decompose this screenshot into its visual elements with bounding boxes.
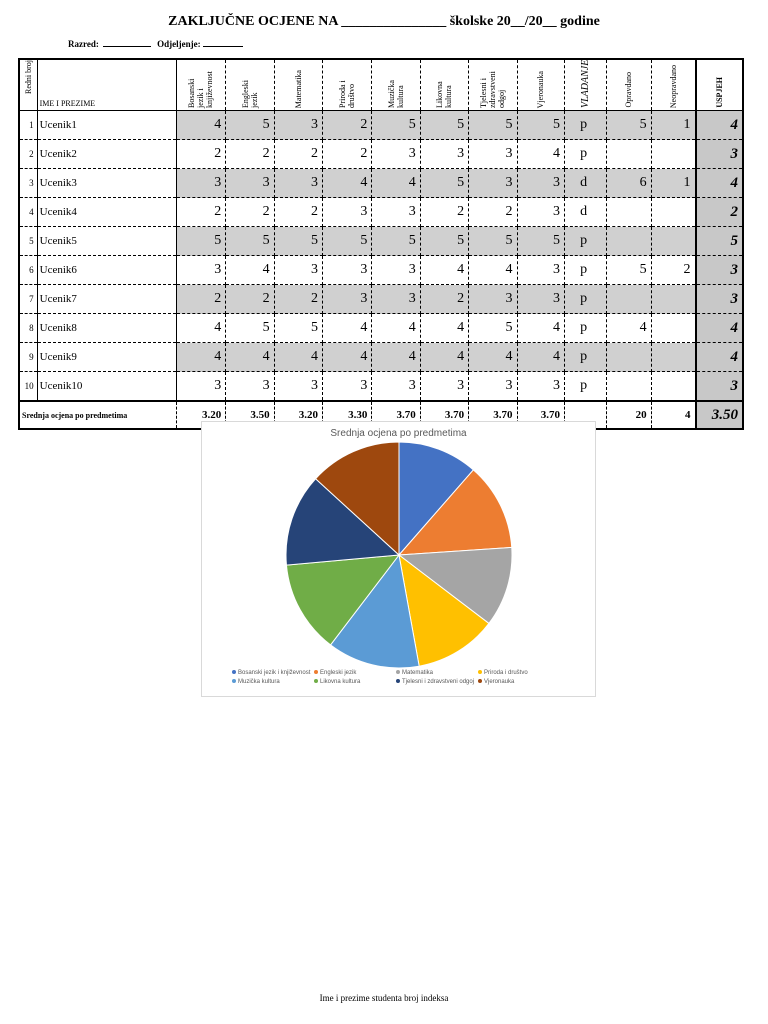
uspjeh-cell: 3 xyxy=(696,372,744,402)
chart-legend xyxy=(232,670,582,688)
grade-cell: 2 xyxy=(274,285,322,314)
opravdano-cell: 5 xyxy=(607,256,651,285)
grade-cell: 5 xyxy=(420,111,468,140)
row-number: 2 xyxy=(19,140,37,169)
opravdano-cell xyxy=(607,372,651,402)
uspjeh-cell: 3 xyxy=(696,140,744,169)
student-name: Ucenik10 xyxy=(37,372,176,402)
table-row xyxy=(19,169,743,198)
grade-cell: 3 xyxy=(226,169,274,198)
neopravdano-cell xyxy=(651,198,695,227)
opravdano-cell: 4 xyxy=(607,314,651,343)
table-row xyxy=(19,140,743,169)
grade-cell: 5 xyxy=(469,111,517,140)
grade-cell: 3 xyxy=(322,198,371,227)
opravdano-cell xyxy=(607,227,651,256)
neopravdano-cell xyxy=(651,285,695,314)
grade-cell: 5 xyxy=(469,227,517,256)
average-cell: 3.20 xyxy=(274,401,322,429)
grade-cell: 4 xyxy=(274,343,322,372)
col-header-subject: Engleski jezik xyxy=(226,59,274,111)
col-header-rb: Redni broj xyxy=(19,59,37,111)
grade-cell: 4 xyxy=(176,343,225,372)
opravdano-cell xyxy=(607,343,651,372)
grade-cell: 3 xyxy=(420,140,468,169)
grade-cell: 3 xyxy=(469,140,517,169)
row-number: 4 xyxy=(19,198,37,227)
grade-cell: 3 xyxy=(469,372,517,402)
legend-label: Muzička kultura xyxy=(238,679,280,685)
legend-entry xyxy=(478,679,560,685)
grade-cell: 3 xyxy=(226,372,274,402)
student-name: Ucenik6 xyxy=(37,256,176,285)
grade-cell: 2 xyxy=(176,140,225,169)
grade-cell: 3 xyxy=(372,285,420,314)
uspjeh-cell: 4 xyxy=(696,111,744,140)
vladanje-cell: p xyxy=(564,285,606,314)
legend-entry xyxy=(232,670,314,676)
grade-cell: 4 xyxy=(176,314,225,343)
legend-label: Priroda i društvo xyxy=(484,670,528,676)
grade-cell: 5 xyxy=(517,227,564,256)
grade-cell: 3 xyxy=(372,140,420,169)
grade-cell: 4 xyxy=(517,140,564,169)
grade-cell: 2 xyxy=(469,198,517,227)
legend-entry xyxy=(396,670,478,676)
grade-cell: 3 xyxy=(176,256,225,285)
row-number: 1 xyxy=(19,111,37,140)
neopravdano-cell: 2 xyxy=(651,256,695,285)
uspjeh-cell: 2 xyxy=(696,198,744,227)
opravdano-cell xyxy=(607,285,651,314)
grade-cell: 4 xyxy=(176,111,225,140)
neopravdano-cell xyxy=(651,227,695,256)
neopravdano-cell xyxy=(651,314,695,343)
legend-entry xyxy=(478,670,560,676)
col-header-name: IME I PREZIME xyxy=(37,59,176,111)
uspjeh-cell: 4 xyxy=(696,169,744,198)
grade-cell: 5 xyxy=(274,314,322,343)
grade-cell: 5 xyxy=(226,314,274,343)
legend-label: Bosanski jezik i književnost xyxy=(238,670,311,676)
grade-cell: 4 xyxy=(322,343,371,372)
average-cell: 3.30 xyxy=(322,401,371,429)
vladanje-cell: p xyxy=(564,140,606,169)
vladanje-cell: p xyxy=(564,372,606,402)
neopravdano-cell xyxy=(651,372,695,402)
page-title: ZAKLJUČNE OCJENE NA _______________ školske 20__/20__ godine xyxy=(168,14,600,29)
student-name: Ucenik4 xyxy=(37,198,176,227)
table-row xyxy=(19,111,743,140)
col-header-subject: Priroda i društvo xyxy=(322,59,371,111)
grade-cell: 3 xyxy=(176,372,225,402)
col-header-subject: Matematika xyxy=(274,59,322,111)
grade-cell: 4 xyxy=(226,343,274,372)
grade-cell: 4 xyxy=(372,169,420,198)
vladanje-cell: d xyxy=(564,169,606,198)
grade-cell: 3 xyxy=(420,372,468,402)
grade-cell: 5 xyxy=(420,227,468,256)
chart-title: Srednja ocjena po predmetima xyxy=(330,428,467,439)
vladanje-cell: p xyxy=(564,256,606,285)
legend-label: Tjelesni i zdravstveni odgoj xyxy=(402,679,475,685)
col-header-subject: Tjelesni i zdravstveni odgoj xyxy=(469,59,517,111)
grade-cell: 4 xyxy=(322,169,371,198)
grade-cell: 3 xyxy=(517,198,564,227)
grades-table xyxy=(18,58,744,430)
legend-entry xyxy=(232,679,314,685)
table-row xyxy=(19,314,743,343)
neopravdano-cell: 1 xyxy=(651,169,695,198)
average-cell: 3.70 xyxy=(420,401,468,429)
grade-cell: 2 xyxy=(226,140,274,169)
grade-cell: 5 xyxy=(176,227,225,256)
row-number: 8 xyxy=(19,314,37,343)
opravdano-cell xyxy=(607,198,651,227)
grade-cell: 3 xyxy=(322,372,371,402)
grade-cell: 5 xyxy=(274,227,322,256)
grade-cell: 2 xyxy=(420,198,468,227)
legend-label: Engleski jezik xyxy=(320,670,357,676)
table-row xyxy=(19,285,743,314)
vladanje-cell: p xyxy=(564,111,606,140)
vladanje-cell: p xyxy=(564,314,606,343)
uspjeh-cell: 3 xyxy=(696,285,744,314)
grade-cell: 3 xyxy=(372,198,420,227)
legend-entry xyxy=(396,679,478,685)
grade-cell: 5 xyxy=(322,227,371,256)
row-number: 10 xyxy=(19,372,37,402)
average-label: Srednja ocjena po predmetima xyxy=(19,401,176,429)
uspjeh-cell: 4 xyxy=(696,314,744,343)
grade-cell: 2 xyxy=(176,285,225,314)
grade-cell: 5 xyxy=(372,111,420,140)
legend-marker xyxy=(314,670,318,674)
student-name: Ucenik1 xyxy=(37,111,176,140)
grade-cell: 2 xyxy=(274,198,322,227)
grade-cell: 2 xyxy=(226,198,274,227)
row-number: 3 xyxy=(19,169,37,198)
row-number: 6 xyxy=(19,256,37,285)
neopravdano-cell xyxy=(651,140,695,169)
grade-cell: 3 xyxy=(517,372,564,402)
row-number: 9 xyxy=(19,343,37,372)
grade-cell: 2 xyxy=(226,285,274,314)
grade-cell: 4 xyxy=(517,343,564,372)
grade-cell: 3 xyxy=(274,111,322,140)
average-uspjeh-cell: 3.50 xyxy=(696,401,744,429)
col-header-uspjeh: USPJEH xyxy=(696,59,744,111)
legend-label: Matematika xyxy=(402,670,434,676)
pie-svg xyxy=(202,422,595,696)
average-cell: 3.70 xyxy=(372,401,420,429)
grade-cell: 5 xyxy=(469,314,517,343)
student-name: Ucenik9 xyxy=(37,343,176,372)
grade-cell: 4 xyxy=(469,343,517,372)
col-header-subject: Bosanski jezik i književnost xyxy=(176,59,225,111)
table-row xyxy=(19,227,743,256)
table-row xyxy=(19,343,743,372)
col-header-vladanje: VLADANJE xyxy=(564,59,606,111)
grade-cell: 4 xyxy=(372,314,420,343)
col-header-subject: Muzička kultura xyxy=(372,59,420,111)
grade-cell: 2 xyxy=(322,140,371,169)
legend-label: Vjeronauka xyxy=(484,679,515,685)
razred-blank xyxy=(103,46,151,47)
col-header-subject: Likovna kultura xyxy=(420,59,468,111)
grade-cell: 4 xyxy=(322,314,371,343)
odjeljenje-label: Odjeljenje: xyxy=(157,39,201,49)
opravdano-cell: 5 xyxy=(607,111,651,140)
legend-entry xyxy=(314,670,396,676)
legend-marker xyxy=(232,670,236,674)
uspjeh-cell: 3 xyxy=(696,256,744,285)
razred-label: Razred: xyxy=(68,39,99,49)
grade-cell: 2 xyxy=(322,111,371,140)
grade-cell: 3 xyxy=(322,256,371,285)
legend-label: Likovna kultura xyxy=(320,679,361,685)
grade-cell: 3 xyxy=(517,169,564,198)
grade-cell: 3 xyxy=(274,372,322,402)
opravdano-cell xyxy=(607,140,651,169)
legend-marker xyxy=(396,679,400,683)
legend-marker xyxy=(396,670,400,674)
neopravdano-cell: 1 xyxy=(651,111,695,140)
grade-cell: 3 xyxy=(517,285,564,314)
grade-cell: 4 xyxy=(420,256,468,285)
row-number: 7 xyxy=(19,285,37,314)
grade-cell: 5 xyxy=(517,111,564,140)
vladanje-cell: d xyxy=(564,198,606,227)
grade-cell: 3 xyxy=(469,169,517,198)
grade-cell: 5 xyxy=(372,227,420,256)
grade-cell: 3 xyxy=(274,169,322,198)
grade-cell: 3 xyxy=(322,285,371,314)
uspjeh-cell: 5 xyxy=(696,227,744,256)
vladanje-cell: p xyxy=(564,343,606,372)
average-neopravdano-cell: 4 xyxy=(651,401,695,429)
pie-chart xyxy=(201,421,596,697)
student-name: Ucenik7 xyxy=(37,285,176,314)
grade-cell: 4 xyxy=(517,314,564,343)
grade-cell: 5 xyxy=(226,227,274,256)
opravdano-cell: 6 xyxy=(607,169,651,198)
average-cell: 3.50 xyxy=(226,401,274,429)
grade-cell: 4 xyxy=(469,256,517,285)
grade-cell: 3 xyxy=(372,372,420,402)
student-name: Ucenik8 xyxy=(37,314,176,343)
grade-cell: 3 xyxy=(274,256,322,285)
grade-cell: 2 xyxy=(274,140,322,169)
grade-cell: 2 xyxy=(176,198,225,227)
table-row xyxy=(19,256,743,285)
average-cell: 3.70 xyxy=(517,401,564,429)
vladanje-cell: p xyxy=(564,227,606,256)
grade-cell: 4 xyxy=(372,343,420,372)
grade-cell: 3 xyxy=(517,256,564,285)
col-header-opravdano: Opravdano xyxy=(607,59,651,111)
grade-cell: 3 xyxy=(469,285,517,314)
grade-cell: 5 xyxy=(420,169,468,198)
table-row xyxy=(19,198,743,227)
student-name: Ucenik3 xyxy=(37,169,176,198)
table-row xyxy=(19,372,743,402)
average-cell: 3.20 xyxy=(176,401,225,429)
grade-cell: 3 xyxy=(176,169,225,198)
legend-marker xyxy=(232,679,236,683)
col-header-subject: Vjeronauka xyxy=(517,59,564,111)
grade-cell: 5 xyxy=(226,111,274,140)
legend-entry xyxy=(314,679,396,685)
grade-cell: 4 xyxy=(420,314,468,343)
row-number: 5 xyxy=(19,227,37,256)
uspjeh-cell: 4 xyxy=(696,343,744,372)
odjeljenje-blank xyxy=(203,46,243,47)
student-name: Ucenik2 xyxy=(37,140,176,169)
class-info-line xyxy=(68,39,245,49)
average-opravdano-cell: 20 xyxy=(607,401,651,429)
grade-cell: 2 xyxy=(420,285,468,314)
grade-cell: 3 xyxy=(372,256,420,285)
legend-marker xyxy=(314,679,318,683)
student-name: Ucenik5 xyxy=(37,227,176,256)
neopravdano-cell xyxy=(651,343,695,372)
legend-marker xyxy=(478,679,482,683)
legend-marker xyxy=(478,670,482,674)
grade-cell: 4 xyxy=(226,256,274,285)
grade-cell: 4 xyxy=(420,343,468,372)
average-cell: 3.70 xyxy=(469,401,517,429)
col-header-neopravdano: Neopravdano xyxy=(651,59,695,111)
footer-text: Ime i prezime studenta broj indeksa xyxy=(319,993,449,1003)
